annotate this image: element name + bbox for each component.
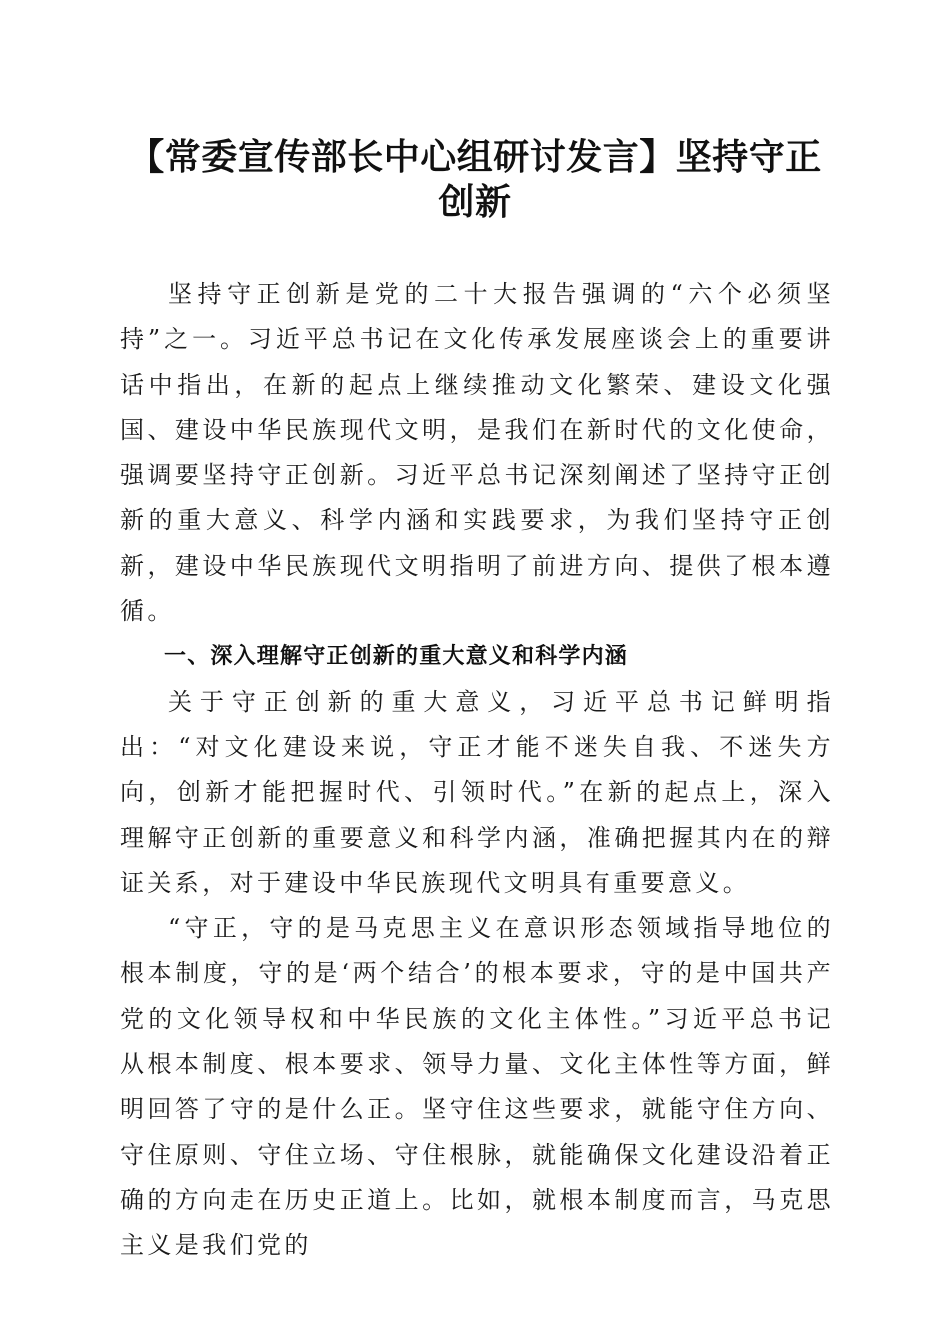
body-paragraph-significance: 关于守正创新的重大意义，习近平总书记鲜明指出：“对文化建设来说，守正才能不迷失自我、不迷失方向，创新才能把握时代、引领时代。”在新的起点上，深入理解守正创新的重要意义和科学内涵，准确把握其内在的辩证关系，对于建设中华民族现代文明具有重要意义。 [120,687,834,897]
document-title: 【常委宣传部长中心组研讨发言】坚持守正创新 [128,136,822,223]
body-paragraph-intro: 坚持守正创新是党的二十大报告强调的“六个必须坚持”之一。习近平总书记在文化传承发展座谈会上的重要讲话中指出，在新的起点上继续推动文化繁荣、建设文化强国、建设中华民族现代文明，是我们在新时代的文化使命，强调要坚持守正创新。习近平总书记深刻阐述了坚持守正创新的重大意义、科学内涵和实践要求，为我们坚持守正创新，建设中华民族现代文明指明了前进方向、提供了根本遵循。 [120,280,834,626]
document-body [120,272,834,1269]
section-heading-1: 一、深入理解守正创新的重大意义和科学内涵 [164,644,629,670]
body-paragraph-shouzheng: “守正，守的是马克思主义在意识形态领域指导地位的根本制度，守的是‘两个结合’的根本要求，守的是中国共产党的文化领导权和中华民族的文化主体性。”习近平总书记从根本制度、根本要求、领导力量、文化主体性等方面，鲜明回答了守的是什么正。坚守住这些要求，就能守住方向、守住原则、守住立场、守住根脉，就能确保文化建设沿着正确的方向走在历史正道上。比如，就根本制度而言，马克思主义是我们党的 [120,914,834,1260]
